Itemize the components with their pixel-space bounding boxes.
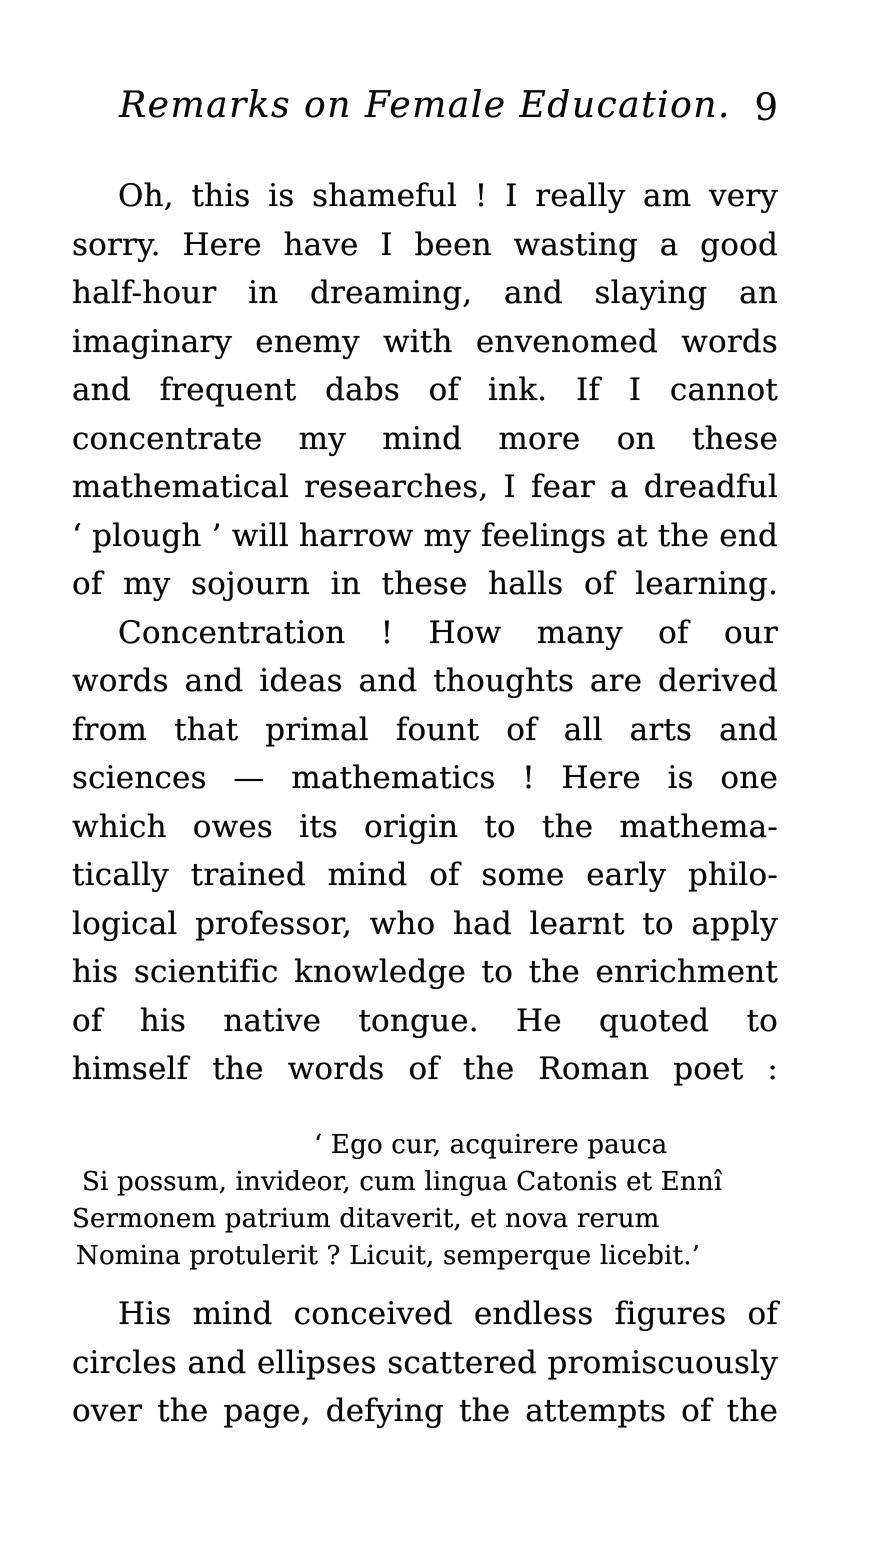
- paragraph: [72, 172, 778, 609]
- text-line: His mind conceived endless figures of: [118, 1296, 778, 1332]
- text-line: imaginary enemy with envenomed words: [72, 323, 778, 360]
- quote-line: Nomina protulerit ? Licuit, semperque licebit.’: [76, 1241, 701, 1271]
- quote-line: ‘ Ego cur, acquirere pauca: [314, 1130, 668, 1160]
- text-line: Oh, this is shameful ! I really am very: [118, 178, 778, 214]
- text-line: logical professor, who had learnt to apply: [72, 905, 778, 942]
- text-line: sorry. Here have I been wasting a good: [72, 226, 778, 263]
- quote-line: Sermonem patrium ditaverit, et nova rerum: [72, 1204, 660, 1234]
- page-number: 9: [754, 86, 778, 129]
- text-line: which owes its origin to the mathema-: [72, 808, 778, 845]
- text-line: half-hour in dreaming, and slaying an: [72, 275, 778, 311]
- latin-quote: [72, 1127, 778, 1275]
- closing-paragraph: [72, 1290, 778, 1436]
- text-line: concentrate my mind more on these: [72, 420, 778, 457]
- text-line: tically trained mind of some early philo-: [72, 857, 778, 893]
- text-line: words and ideas and thoughts are derived: [72, 663, 778, 699]
- quote-line: Si possum, invideor, cum lingua Catonis et Ennî: [82, 1167, 723, 1197]
- text-line: mathematical researches, I fear a dreadful: [72, 469, 778, 505]
- text-line: himself the words of the Roman poet :: [72, 1051, 778, 1087]
- text-line: ‘ plough ’ will harrow my feelings at the end: [72, 517, 778, 554]
- text-line: circles and ellipses scattered promiscuously: [72, 1344, 778, 1381]
- text-line: and frequent dabs of ink. If I cannot: [72, 372, 778, 408]
- text-line: of his native tongue. He quoted to: [72, 1002, 778, 1039]
- page-title: Remarks on Female Education.: [119, 85, 731, 126]
- running-header: [72, 84, 778, 136]
- text-line: of my sojourn in these halls of learning.: [72, 566, 778, 602]
- text-line: sciences — mathematics ! Here is one: [72, 760, 778, 796]
- text-line: over the page, defying the attempts of the: [72, 1393, 778, 1429]
- paragraph: [72, 609, 778, 1094]
- body-text: [72, 172, 778, 1094]
- text-line: from that primal fount of all arts and: [72, 711, 778, 748]
- text-line: his scientific knowledge to the enrichment: [72, 954, 778, 990]
- text-line: Concentration ! How many of our: [118, 614, 778, 651]
